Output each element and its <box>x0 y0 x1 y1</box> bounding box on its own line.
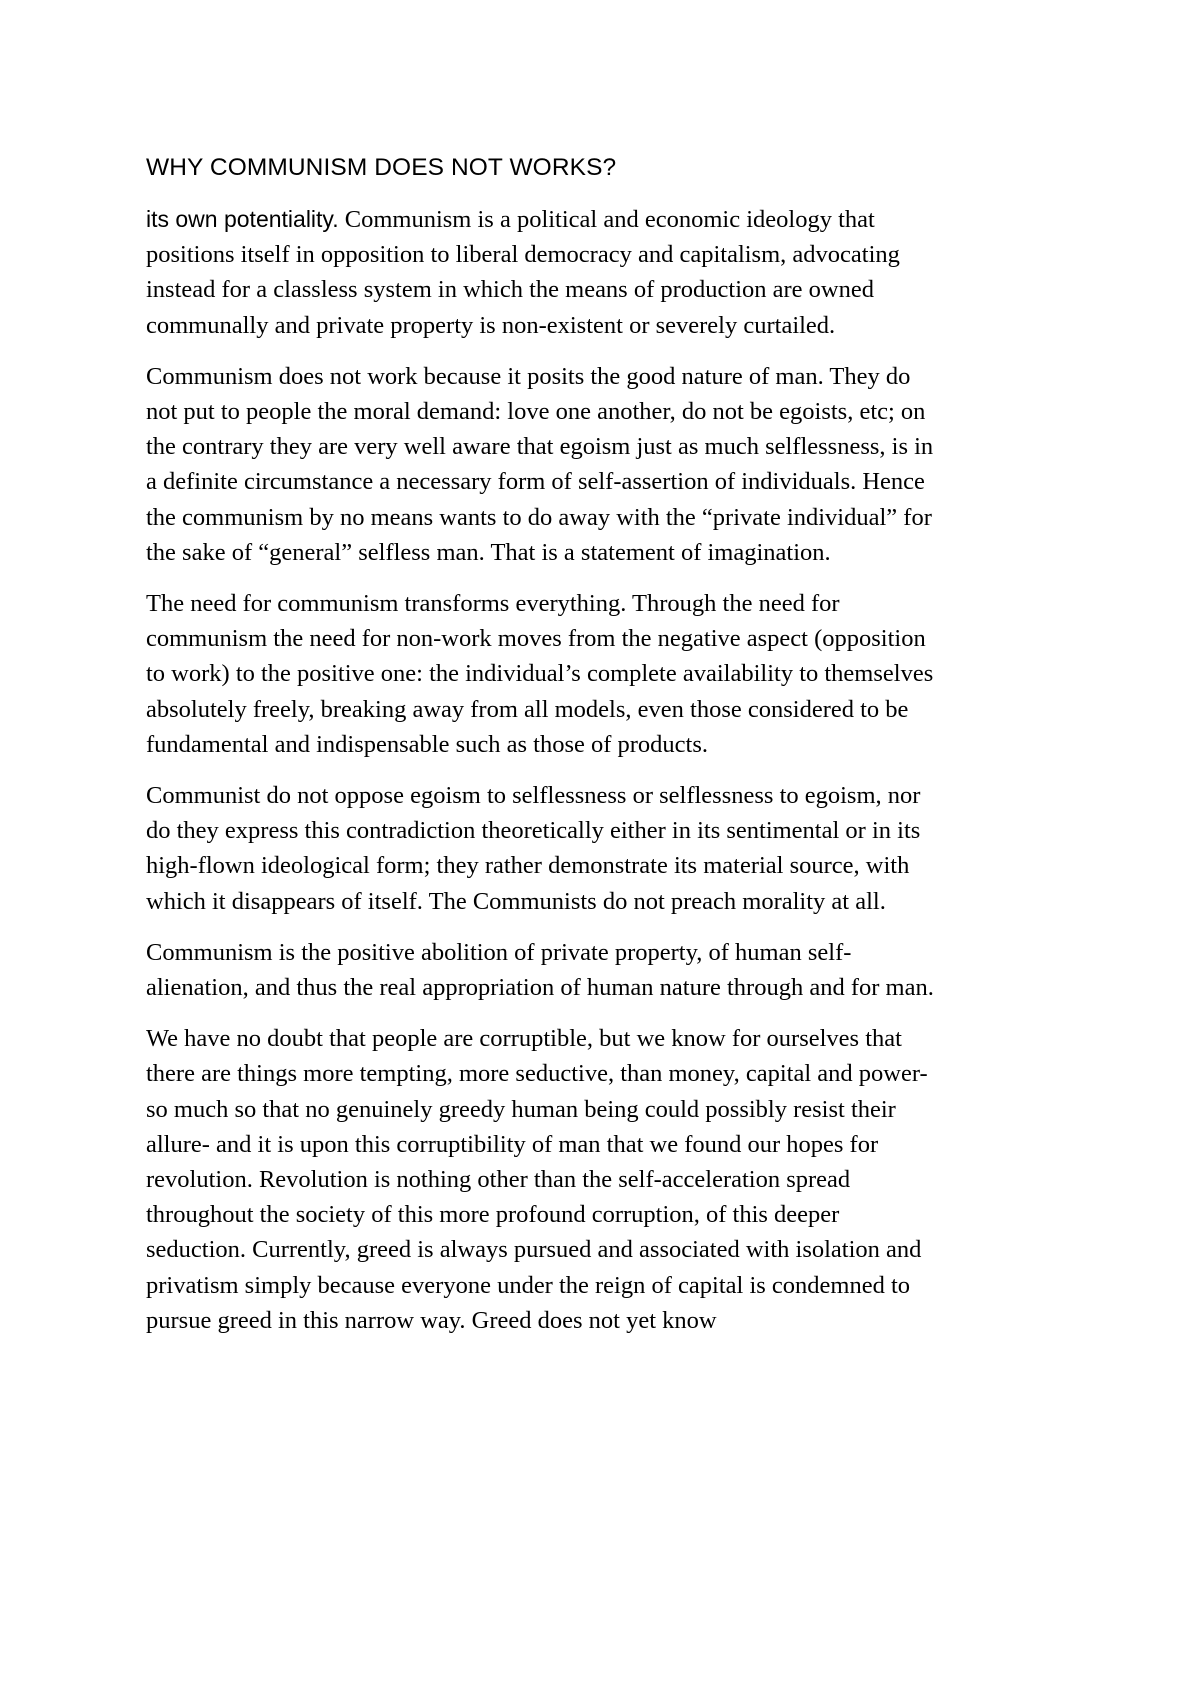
text-line: We have no doubt that people are corruptible, but we know for ourselves that <box>146 1025 902 1053</box>
text-line: there are things more tempting, more seductive, than money, capital and power- <box>146 1060 928 1088</box>
text-line: not put to people the moral demand: love one another, do not be egoists, etc; on <box>146 398 926 426</box>
text-line: revolution. Revolution is nothing other than the self-acceleration spread <box>146 1166 851 1194</box>
text-line: the contrary they are very well aware that egoism just as much selflessness, is in <box>146 433 934 461</box>
text-line: Communist do not oppose egoism to selflessness or selflessness to egoism, nor <box>146 782 921 810</box>
text-line: the communism by no means wants to do away with the “private individual” for <box>146 503 932 531</box>
text-line: fundamental and indispensable such as those of products. <box>146 730 709 758</box>
text-line: communally and private property is non-existent or severely curtailed. <box>146 311 836 339</box>
text-line: alienation, and thus the real appropriation of human nature through and for man. <box>146 974 934 1002</box>
text-line: so much so that no genuinely greedy human being could possibly resist their <box>146 1095 896 1123</box>
document-title: WHY COMMUNISM DOES NOT WORKS? <box>146 154 617 181</box>
document-body <box>146 150 1076 1354</box>
paragraph <box>146 1021 1076 1338</box>
text-line: Communism is the positive abolition of private property, of human self- <box>146 938 852 966</box>
text-line: allure- and it is upon this corruptibility of man that we found our hopes for <box>146 1130 879 1158</box>
text-line: to work) to the positive one: the individual’s complete availability to themselves <box>146 660 934 688</box>
paragraph <box>146 586 1076 762</box>
text-line: communism the need for non-work moves from the negative aspect (opposition <box>146 625 926 653</box>
text-line: absolutely freely, breaking away from all models, even those considered to be <box>146 695 909 723</box>
paragraph <box>146 359 1076 570</box>
text-line: instead for a classless system in which the means of production are owned <box>146 276 875 304</box>
text-line: do they express this contradiction theoretically either in its sentimental or in its <box>146 817 921 845</box>
text-line: high-flown ideological form; they rather demonstrate its material source, with <box>146 852 910 880</box>
text-line: The need for communism transforms everything. Through the need for <box>146 590 840 618</box>
text-line: the sake of “general” selfless man. That is a statement of imagination. <box>146 538 831 566</box>
paragraph <box>146 778 1076 919</box>
paragraph <box>146 935 1076 1005</box>
text-line: seduction. Currently, greed is always pursued and associated with isolation and <box>146 1236 922 1264</box>
text-line: Communism does not work because it posits the good nature of man. They do <box>146 362 911 390</box>
text-line: positions itself in opposition to liberal democracy and capitalism, advocating <box>146 241 900 269</box>
text-line-lead: its own potentiality. <box>146 206 339 232</box>
text-line-rest: Communism is a political and economic ideology that <box>338 206 875 233</box>
text-line: pursue greed in this narrow way. Greed does not yet know <box>146 1306 717 1334</box>
text-line: which it disappears of itself. The Communists do not preach morality at all. <box>146 887 886 915</box>
paragraph <box>146 202 1076 343</box>
text-line: a definite circumstance a necessary form of self-assertion of individuals. Hence <box>146 468 925 496</box>
text-line: throughout the society of this more profound corruption, of this deeper <box>146 1201 840 1229</box>
text-line <box>146 202 1076 237</box>
text-line: privatism simply because everyone under the reign of capital is condemned to <box>146 1271 911 1299</box>
